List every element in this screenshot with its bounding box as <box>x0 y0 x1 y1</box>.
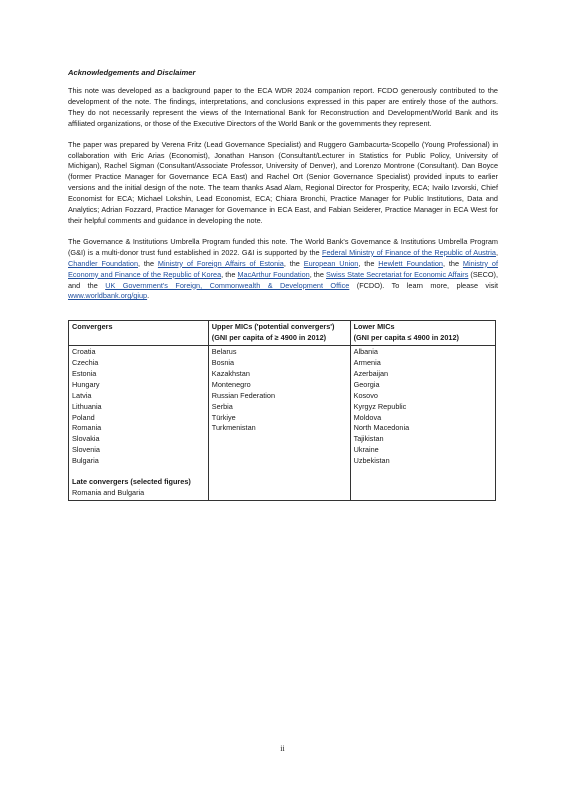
list-item: Bosnia <box>211 358 235 368</box>
list-item: Croatia <box>72 347 96 357</box>
header-lower-mics: Lower MICs (GNI per capita ≤ 4900 in 2012) <box>350 321 495 346</box>
list-item: Hungary <box>72 379 100 389</box>
list-item: Azerbaijan <box>353 368 389 378</box>
funding-text: , the <box>309 269 326 279</box>
list-item: Uzbekistan <box>353 456 390 466</box>
funding-text: , the <box>442 258 463 268</box>
link-estonia-ministry[interactable]: Ministry of Foreign Affairs of Estonia <box>157 258 284 268</box>
list-item: Turkmenistan <box>211 423 256 433</box>
list-item: Tajikistan <box>353 434 384 444</box>
list-item: Albania <box>353 347 378 357</box>
link-korea-ministry[interactable]: Ministry of Economy and Finance of the Republic of Korea <box>68 258 498 279</box>
funding-text: The Governance & Institutions Umbrella Program funded this note. The World Bank's Governance & Institutions Umbrella Program (G&I) is a multi-donor trust fund established in 2022. G&I is supported by the <box>68 236 498 257</box>
list-item: Latvia <box>72 390 92 400</box>
funding-text: , the <box>358 258 379 268</box>
list-item: Czechia <box>72 358 99 368</box>
list-item: Georgia <box>353 379 380 389</box>
list-item: Kyrgyz Republic <box>353 401 407 411</box>
funding-text: (FCDO). To learn more, please visit <box>349 280 498 290</box>
section-heading: Acknowledgements and Disclaimer <box>68 68 196 77</box>
list-item: Lithuania <box>72 401 102 411</box>
list-item: Ukraine <box>353 445 379 455</box>
list-item: Slovakia <box>72 434 100 444</box>
country-groups-table <box>68 320 496 501</box>
paragraph-authors: The paper was prepared by Verena Fritz (Lead Governance Specialist) and Ruggero Gambacurta-Scopello (Young Professional) in collaboration with Eric Arias (Economist), Jonathan Hanson (Consultant/Lecturer in Statistics for Public Policy, University of Michigan), Rachel Sigman (Consultant/Associate Professor, University of Denver), and Lorenzo Montrone (Consultant). Dan Boyce (former Practice Manager for Governance ECA East) and Rachel Ort (Senior Governance Specialist) provided inputs to earlier versions and the initial design of the note. The team thanks Asad Alam, Regional Director for Prosperity, ECA; Ivailo Izvorski, Chief Economist for ECA; Michael Lokshin, Lead Economist, ECA; Chiara Bronchi, Practice Manager for Public Institutions, Data and Analytics; Adrian Fozzard, Practice Manager for Governance in ECA East, and Fabian Seiderer, Practice Manager in ECA West for their helpful comments and guidance in developing the note. <box>68 139 498 225</box>
link-worldbank-giup[interactable]: www.worldbank.org/giup <box>68 291 148 301</box>
funding-text: , the <box>138 258 158 268</box>
header-upper-mics: Upper MICs ('potential convergers') (GNI per capita of ≥ 4900 in 2012) <box>208 321 350 346</box>
late-convergers-value: Romania and Bulgaria <box>72 488 145 497</box>
list-item: Türkiye <box>211 412 236 422</box>
link-swiss-seco[interactable]: Swiss State Secretariat for Economic Affairs <box>325 269 469 279</box>
list-item: North Macedonia <box>353 423 410 433</box>
list-item: Belarus <box>211 347 237 357</box>
list-item: Armenia <box>353 358 381 368</box>
late-convergers-label: Late convergers (selected figures) <box>72 477 191 487</box>
list-item: Montenegro <box>211 379 251 389</box>
upper-mics-cell <box>208 346 350 501</box>
list-item: Kosovo <box>353 390 378 400</box>
header-convergers: Convergers <box>69 321 209 346</box>
table-row <box>69 346 496 501</box>
funding-text: (SECO), and the <box>68 269 499 290</box>
funding-text: , the <box>283 258 304 268</box>
funding-text: , <box>495 247 498 257</box>
list-item: Poland <box>72 412 95 422</box>
paragraph-disclaimer: This note was developed as a background paper to the ECA WDR 2024 companion report. FCDO generously contributed to the development of the note. The findings, interpretations, and conclusions expressed in this paper are entirely those of the authors. They do not necessarily represent the views of the International Bank for Reconstruction and Development/World Bank and its affiliated organizations, or those of the Executive Directors of the World Bank or the governments they represent. <box>68 86 498 128</box>
list-item: Kazakhstan <box>211 368 250 378</box>
paragraph-funding <box>68 237 498 302</box>
page-content <box>68 68 498 501</box>
link-macarthur-foundation[interactable]: MacArthur Foundation <box>237 269 310 279</box>
link-european-union[interactable]: European Union <box>303 258 359 268</box>
list-item: Estonia <box>72 368 97 378</box>
list-item: Russian Federation <box>211 390 276 400</box>
list-item: Romania <box>72 423 102 433</box>
list-item: Slovenia <box>72 445 100 455</box>
link-hewlett-foundation[interactable]: Hewlett Foundation <box>378 258 443 268</box>
link-chandler-foundation[interactable]: Chandler Foundation <box>68 258 138 268</box>
lower-mics-cell <box>350 346 495 501</box>
link-austria-ministry[interactable]: Federal Ministry of Finance of the Republic of Austria <box>321 247 496 257</box>
list-item: Bulgaria <box>72 456 99 466</box>
list-item: Moldova <box>353 412 382 422</box>
table-header-row <box>69 321 496 346</box>
list-item: Serbia <box>211 401 233 411</box>
page-number: ii <box>280 744 285 753</box>
funding-text: , the <box>221 269 238 279</box>
funding-text: . <box>147 291 150 301</box>
link-uk-fcdo[interactable]: UK Government's Foreign, Commonwealth & Development Office <box>105 280 350 290</box>
convergers-cell <box>69 346 209 501</box>
